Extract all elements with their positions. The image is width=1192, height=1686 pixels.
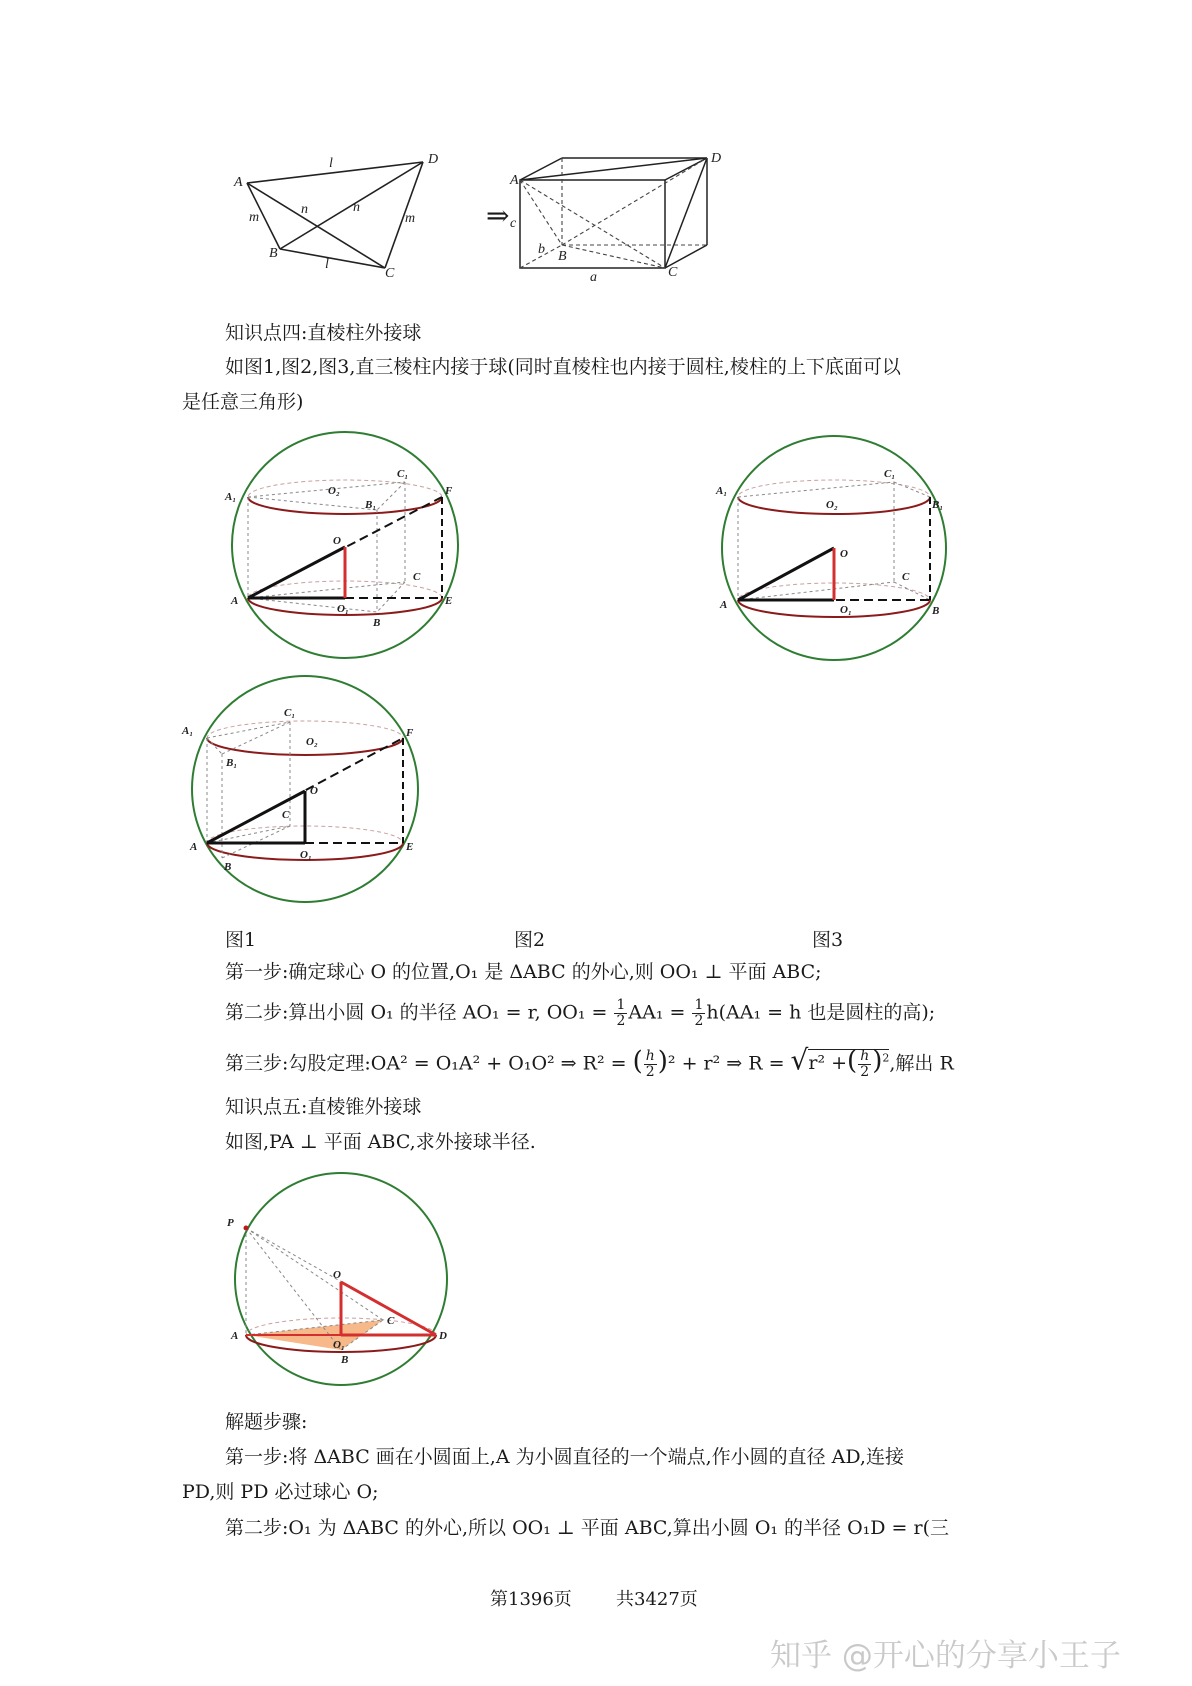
- fig3-label-B: B: [224, 861, 232, 873]
- step4-2: [225, 998, 935, 1029]
- h-num-2: h: [860, 1047, 870, 1064]
- label-l-top: l: [329, 156, 333, 171]
- step4-3: 第三步:勾股定理:OA² = O₁A² + O₁O² ⇒ R² = ( $\frac{h}{2}$ )² + r² ⇒ R = √r² +( $\frac{h}{2}$ )$^2$,解出 R: [225, 1043, 954, 1080]
- fig1-label-A: A: [231, 595, 239, 607]
- tetrahedron-figure: [225, 145, 475, 285]
- watermark: 知乎 @开心的分享小王子: [770, 1638, 1121, 1674]
- step4-3-mid: ² + r² ⇒ R =: [667, 1052, 791, 1075]
- frac-den: 2: [616, 1013, 626, 1029]
- fig3-label-A1: A₁: [182, 725, 194, 737]
- steps5-title: 解题步骤:: [225, 1411, 308, 1433]
- fraction-h-over-2-b: [858, 1049, 871, 1080]
- fig5-label-O: O: [333, 1269, 341, 1281]
- section4-heading: 知识点四:直棱柱外接球: [225, 322, 422, 344]
- fig2-label-C: C: [902, 571, 910, 583]
- fig1-label-E: E: [445, 595, 453, 607]
- fraction-one-half: [614, 998, 627, 1029]
- label-C: C: [385, 266, 395, 281]
- label-B: B: [269, 246, 278, 261]
- fig2-label-A: A: [720, 599, 728, 611]
- section5-intro: 如图,PA ⊥ 平面 ABC,求外接球半径.: [225, 1131, 536, 1153]
- fig5-label-O1: O₁: [333, 1339, 345, 1351]
- frac-den-2: 2: [694, 1013, 704, 1029]
- box-label-c: c: [510, 216, 517, 231]
- box-label-B: B: [558, 249, 567, 264]
- step4-1: 第一步:确定球心 O 的位置,O₁ 是 ΔABC 的外心,则 OO₁ ⊥ 平面 ABC;: [225, 961, 822, 983]
- fig5-label-P: P: [227, 1217, 234, 1229]
- page-number: 第1396页: [490, 1589, 572, 1610]
- label-m-left: m: [249, 210, 260, 225]
- fig5-label-B: B: [341, 1354, 349, 1366]
- steps5-step1-line2: PD,则 PD 必过球心 O;: [182, 1481, 379, 1503]
- box-label-D: D: [711, 151, 722, 166]
- step4-2-prefix: 第二步:算出小圆 O₁ 的半径 AO₁ = r, OO₁ =: [225, 1001, 614, 1024]
- label-l-bottom: l: [325, 257, 329, 272]
- frac-num: 1: [616, 997, 626, 1013]
- fig1-label-F: F: [445, 485, 453, 497]
- implies-arrow: ⇒: [486, 199, 510, 232]
- label-m-right: m: [405, 211, 416, 226]
- h-den-2: 2: [860, 1063, 870, 1080]
- fig2-label-B: B: [932, 605, 940, 617]
- fraction-one-half-2: [692, 998, 705, 1029]
- box-label-b: b: [538, 242, 545, 257]
- frac-num-2: 1: [694, 997, 704, 1013]
- label-D: D: [428, 152, 439, 167]
- fig1-label-C1: C₁: [397, 468, 409, 480]
- steps5-step2-line1: 第二步:O₁ 为 ΔABC 的外心,所以 OO₁ ⊥ 平面 ABC,算出小圆 O₁ 的半径 O₁D = r(三: [225, 1517, 950, 1539]
- label-A: A: [234, 175, 243, 190]
- box-label-C: C: [668, 265, 678, 280]
- step4-2-middle: AA₁ =: [628, 1001, 692, 1024]
- caption-fig1: 图1: [225, 929, 257, 951]
- fig3-label-O1: O₁: [300, 849, 312, 861]
- fig3-label-C: C: [282, 809, 290, 821]
- fig5-label-A: A: [231, 1330, 239, 1342]
- fig2-label-O1: O₁: [840, 604, 852, 616]
- box-label-A: A: [510, 173, 519, 188]
- section5-heading: 知识点五:直棱锥外接球: [225, 1096, 422, 1118]
- page-total: 共3427页: [616, 1589, 698, 1610]
- fig3-label-O2: O₂: [306, 736, 318, 748]
- figure-2: [716, 432, 956, 662]
- fig2-label-B1: B₁: [932, 499, 944, 511]
- label-n-2: n: [353, 200, 360, 215]
- figure-pyramid: [225, 1170, 455, 1390]
- fig2-label-O2: O₂: [826, 499, 838, 511]
- step4-2-suffix: h(AA₁ = h 也是圆柱的高);: [706, 1001, 936, 1024]
- fig3-label-E: E: [406, 841, 414, 853]
- fig1-label-O2: O₂: [328, 485, 340, 497]
- fig3-label-A: A: [190, 841, 198, 853]
- h-den: 2: [645, 1063, 655, 1080]
- box-figure: [510, 145, 740, 285]
- caption-fig3: 图3: [812, 929, 844, 951]
- fig1-label-A1: A₁: [225, 491, 237, 503]
- fig2-label-A1: A₁: [716, 485, 728, 497]
- fig3-label-B1: B₁: [226, 757, 238, 769]
- section4-intro-line2: 是任意三角形): [182, 391, 304, 413]
- fig2-label-C1: C₁: [884, 468, 896, 480]
- fig1-label-C: C: [413, 571, 421, 583]
- fig5-label-C: C: [387, 1315, 395, 1327]
- fig1-label-B: B: [373, 617, 381, 629]
- figure-3: [182, 676, 422, 906]
- fig3-label-C1: C₁: [284, 707, 296, 719]
- h-num: h: [645, 1047, 655, 1064]
- fig3-label-F: F: [406, 727, 414, 739]
- fig2-label-O: O: [840, 548, 848, 560]
- fig1-label-O: O: [333, 535, 341, 547]
- step4-3-suffix: ,解出 R: [889, 1052, 954, 1075]
- fraction-h-over-2: [644, 1049, 657, 1080]
- fig3-label-O: O: [310, 785, 318, 797]
- step4-3-prefix: 第三步:勾股定理:OA² = O₁A² + O₁O² ⇒ R² =: [225, 1052, 633, 1075]
- section4-intro-line1: 如图1,图2,图3,直三棱柱内接于球(同时直棱柱也内接于圆柱,棱柱的上下底面可以: [225, 356, 901, 378]
- sqrt-inner: r² +: [808, 1052, 848, 1075]
- steps5-step1-line1: 第一步:将 ΔABC 画在小圆面上,A 为小圆直径的一个端点,作小圆的直径 AD,连接: [225, 1446, 904, 1468]
- fig1-label-B1: B₁: [365, 499, 377, 511]
- fig1-label-O1: O₁: [337, 603, 349, 615]
- figure-1: [225, 432, 465, 662]
- label-n-1: n: [301, 202, 308, 217]
- box-label-a: a: [590, 270, 597, 285]
- caption-fig2: 图2: [514, 929, 546, 951]
- fig5-label-D: D: [439, 1330, 447, 1342]
